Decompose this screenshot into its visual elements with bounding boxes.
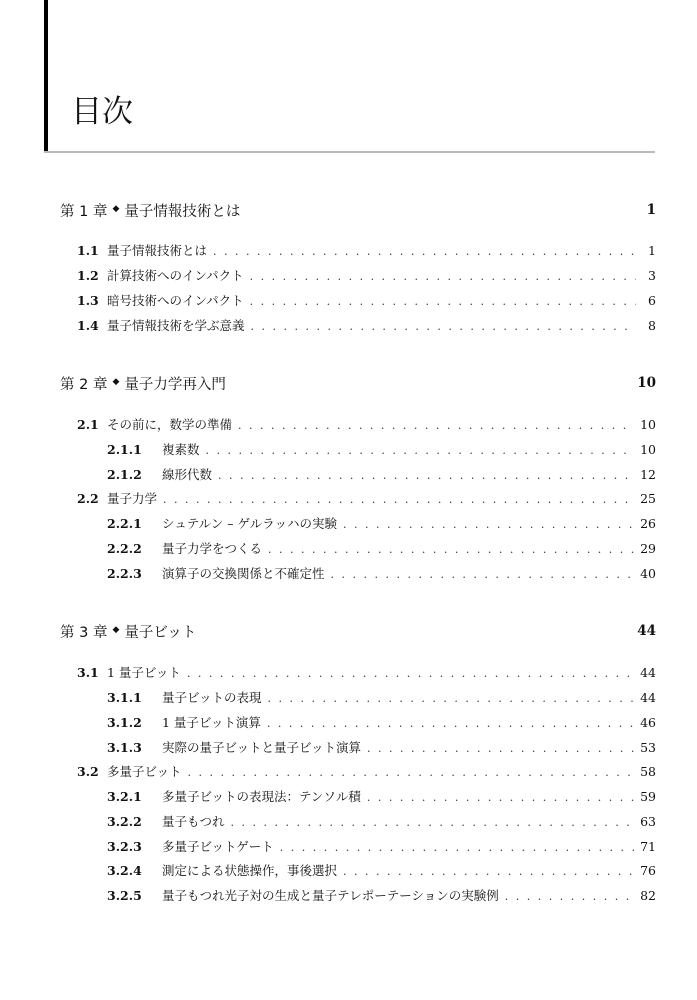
diamond-icon: ◆ [112,377,120,387]
entry-number: 3.1 [77,665,99,680]
entry-number: 3.2 [77,764,99,779]
entry-page: 82 [640,888,656,903]
dot-leader [343,865,634,878]
toc-entry-2-1-1[interactable] [107,440,656,460]
entry-title: 演算子の交換関係と不確定性 [162,566,325,581]
entry-page: 8 [648,318,656,333]
entry-number: 2.1.2 [107,467,142,482]
chapter-3-heading[interactable] [60,619,656,643]
entry-title: 暗号技術へのインパクト [107,293,244,308]
entry-number: 2.2.1 [107,516,142,531]
entry-page: 10 [640,442,656,457]
chapter-2-heading[interactable] [60,371,656,395]
entry-title: 量子ビットの表現 [162,690,262,705]
dot-leader [251,320,636,333]
entry-number: 3.2.1 [107,789,142,804]
entry-title: 多量子ビットの表現法：テンソル積 [162,789,361,804]
toc-entry-3-1-2[interactable] [107,713,656,733]
toc-entry-1-3[interactable] [77,291,656,311]
toc-entry-1-4[interactable] [77,316,656,336]
dot-leader [187,667,634,680]
toc-entry-3-1-1[interactable] [107,688,656,708]
entry-number: 1.4 [77,318,99,333]
toc-entry-2-2-3[interactable] [107,564,656,584]
entry-number: 3.2.3 [107,839,142,854]
entry-page: 3 [648,268,656,283]
chapter-label: 第 1 章 [60,203,108,220]
toc-entry-2-2[interactable] [77,489,656,509]
dot-leader [163,493,634,506]
toc-entry-3-2-4[interactable] [107,861,656,881]
chapter-page: 10 [637,375,656,391]
entry-page: 44 [640,690,656,705]
entry-title: 1 量子ビット [107,665,181,680]
chapter-label: 第 2 章 [60,376,108,393]
chapter-label: 第 3 章 [60,624,108,641]
dot-leader [280,841,634,854]
page-title: 目次 [71,94,133,130]
toc-entry-3-2[interactable] [77,762,656,782]
entry-page: 40 [640,566,656,581]
entry-page: 25 [640,491,656,506]
entry-page: 1 [648,243,656,258]
dot-leader [268,543,634,556]
dot-leader [238,419,634,432]
entry-page: 71 [640,839,656,854]
entry-title: その前に，数学の準備 [107,417,233,432]
entry-number: 2.2 [77,491,99,506]
entry-title: 計算技術へのインパクト [107,268,244,283]
entry-title: 量子情報技術を学ぶ意義 [107,318,245,333]
entry-title: 1 量子ビット演算 [162,715,261,730]
entry-number: 3.2.4 [107,863,142,878]
chapter-title: 量子力学再入門 [124,376,226,393]
toc-entry-3-2-1[interactable] [107,787,656,807]
entry-page: 29 [640,541,656,556]
toc-entry-2-1[interactable] [77,415,656,435]
dot-leader [268,692,635,705]
toc-entry-1-2[interactable] [77,266,656,286]
entry-title: 量子力学 [107,491,158,506]
toc-entry-3-1-3[interactable] [107,738,656,758]
entry-number: 3.1.2 [107,715,142,730]
entry-number: 2.2.3 [107,566,142,581]
entry-number: 2.1.1 [107,442,142,457]
entry-page: 6 [648,293,656,308]
entry-number: 3.2.5 [107,888,142,903]
entry-number: 2.1 [77,417,99,432]
dot-leader [331,568,635,581]
entry-page: 53 [640,740,656,755]
toc-entry-3-1[interactable] [77,663,656,683]
dot-leader [206,444,635,457]
entry-page: 44 [640,665,656,680]
entry-title: シュテルン – ゲルラッハの実験 [162,516,338,531]
entry-title: 複素数 [162,442,200,457]
toc-entry-3-2-3[interactable] [107,837,656,857]
dot-leader [218,469,634,482]
entry-page: 58 [640,764,656,779]
toc-entry-3-2-2[interactable] [107,812,656,832]
chapter-title: 量子情報技術とは [124,203,241,220]
toc-entry-2-2-1[interactable] [107,514,656,534]
entry-number: 1.2 [77,268,99,283]
entry-page: 46 [640,715,656,730]
dot-leader [505,890,634,903]
entry-title: 測定による状態操作，事後選択 [162,863,338,878]
dot-leader [250,295,636,308]
entry-page: 63 [640,814,656,829]
entry-title: 多量子ビットゲート [162,839,274,854]
chapter-page: 44 [637,623,656,639]
chapter-page: 1 [646,202,656,218]
entry-page: 59 [640,789,656,804]
entry-title: 量子情報技術とは [107,243,208,258]
entry-page: 12 [640,467,656,482]
chapter-title: 量子ビット [124,624,197,641]
dot-leader [367,742,634,755]
entry-title: 量子もつれ [162,814,225,829]
entry-title: 線形代数 [162,467,213,482]
entry-number: 2.2.2 [107,541,142,556]
toc-entry-2-2-2[interactable] [107,539,656,559]
entry-title: 実際の量子ビットと量子ビット演算 [162,740,362,755]
entry-number: 3.2.2 [107,814,142,829]
entry-number: 1.3 [77,293,99,308]
diamond-icon: ◆ [112,204,120,214]
entry-number: 3.1.3 [107,740,142,755]
dot-leader [250,270,636,283]
toc-entry-3-2-5[interactable] [107,886,656,906]
entry-number: 1.1 [77,243,99,258]
dot-leader [267,717,634,730]
entry-page: 26 [640,516,656,531]
dot-leader [231,816,635,829]
entry-title: 量子もつれ光子対の生成と量子テレポーテーションの実験例 [162,888,499,903]
entry-title: 量子力学をつくる [162,541,263,556]
dot-leader [343,518,634,531]
toc-entry-1-1[interactable] [77,241,656,261]
header-bar [44,0,48,153]
entry-title: 多量子ビット [107,764,182,779]
entry-page: 76 [640,863,656,878]
toc-entry-2-1-2[interactable] [107,465,656,485]
entry-page: 10 [640,417,656,432]
dot-leader [188,766,635,779]
header-rule [44,151,655,153]
dot-leader [213,245,636,258]
diamond-icon: ◆ [112,625,120,635]
chapter-1-heading[interactable] [60,198,656,222]
dot-leader [367,791,634,804]
entry-number: 3.1.1 [107,690,142,705]
